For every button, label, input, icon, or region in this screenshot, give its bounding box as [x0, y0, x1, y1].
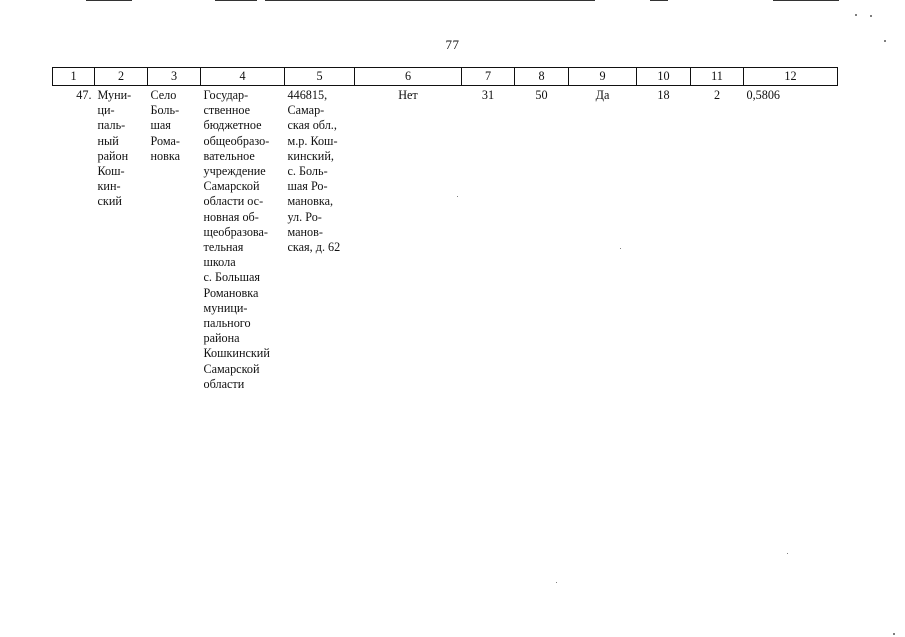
scan-speck	[893, 633, 895, 635]
column-7-cell: 31	[481, 88, 495, 102]
register-table	[52, 67, 838, 392]
column-8-cell: 50	[535, 88, 548, 102]
column-header-2: 2	[95, 68, 148, 86]
column-header-7: 7	[462, 68, 515, 86]
column-10-cell: 18	[657, 88, 670, 102]
column-header-4: 4	[201, 68, 285, 86]
scan-artifact-line	[215, 0, 257, 1]
table-row	[53, 86, 838, 393]
column-9-cell: Да	[595, 88, 610, 102]
row-number: 47.	[76, 88, 92, 102]
column-header-12: 12	[744, 68, 838, 86]
scan-artifact-line	[650, 0, 668, 1]
scan-artifact-line	[265, 0, 595, 1]
page-number: 77	[445, 37, 460, 52]
column-header-3: 3	[148, 68, 201, 86]
scan-speck	[855, 14, 857, 16]
institution-cell: Государ- ственное бюджетное общеобразо- вательное учреждение Самарской области ос- новная об- щеобразова- тельная школа с. Большая Романовка муници- пального района Кошкинский Самарской области	[203, 88, 270, 391]
column-header-5: 5	[285, 68, 355, 86]
column-header-11: 11	[691, 68, 744, 86]
scan-speck	[870, 15, 872, 17]
column-header-10: 10	[637, 68, 691, 86]
column-11-cell: 2	[713, 88, 721, 102]
column-header-9: 9	[569, 68, 637, 86]
district-cell: Муни- ци- паль- ный район Кош- кин- ский	[97, 88, 132, 209]
settlement-cell: Село Боль- шая Рома- новка	[150, 88, 181, 163]
scan-speck	[556, 582, 557, 583]
address-cell: 446815, Самар- ская обл., м.р. Кош- кинский, с. Боль- шая Ро- мановка, ул. Ро- манов- ская, д. 62	[287, 88, 341, 255]
column-header-6: 6	[355, 68, 462, 86]
column-6-cell: Нет	[398, 88, 418, 102]
scan-artifact-line	[86, 0, 132, 1]
scan-speck	[787, 553, 788, 554]
header-row	[53, 68, 838, 86]
column-header-1: 1	[53, 68, 95, 86]
column-12-cell: 0,5806	[746, 88, 781, 102]
column-header-8: 8	[515, 68, 569, 86]
scan-artifact-line	[773, 0, 839, 1]
